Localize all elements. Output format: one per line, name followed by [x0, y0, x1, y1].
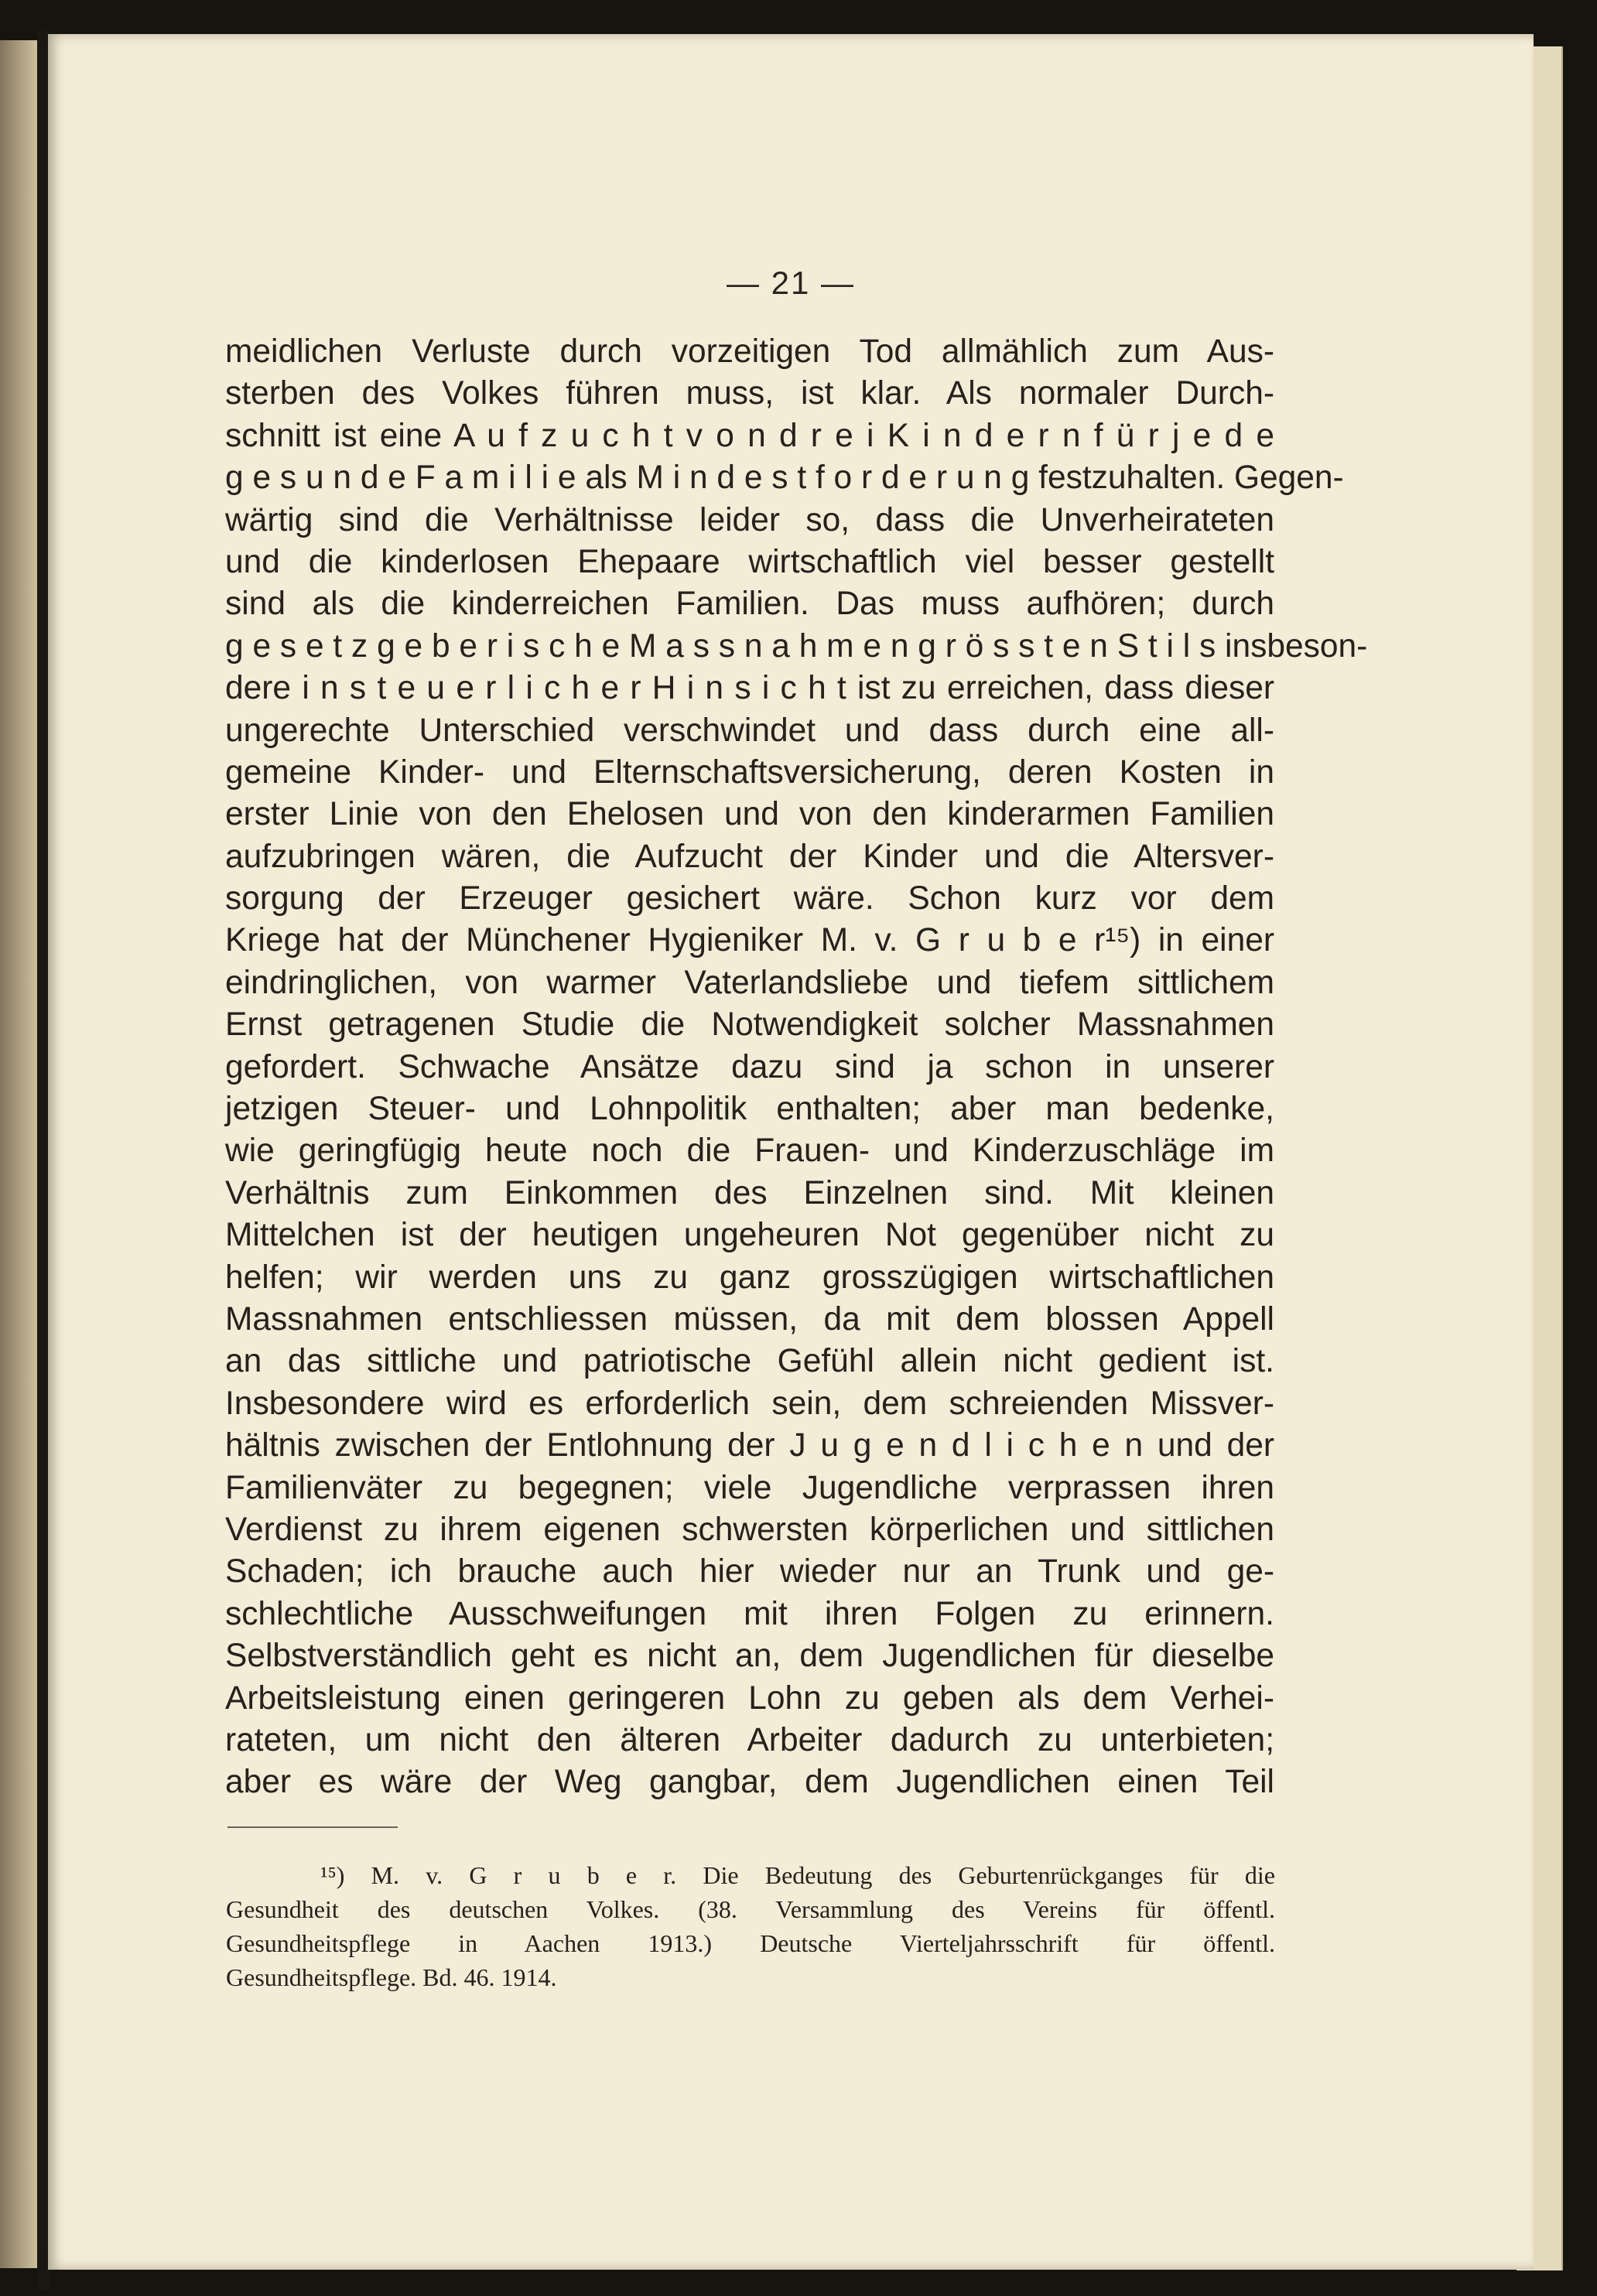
text-line: an das sittliche und patriotische Gefühl allein nicht gedient ist. [225, 1343, 1274, 1380]
text-line: Massnahmen entschliessen müssen, da mit dem blossen Appell [225, 1300, 1274, 1338]
page-number: — 21 — [726, 265, 856, 301]
text-line: wie geringfügig heute noch die Frauen- und Kinderzuschläge im [225, 1133, 1274, 1170]
text-line: Arbeitsleistung einen geringeren Lohn zu geben als dem Verhei- [225, 1679, 1274, 1717]
footnote-line: Gesundheit des deutschen Volkes. (38. Versammlung des Vereins für öffentl. [226, 1895, 1275, 1923]
text-line: sterben des Volkes führen muss, ist klar. Als normaler Durch- [225, 375, 1274, 412]
text-line: dere i n s t e u e r l i c h e r H i n s i c h t ist zu erreichen, dass dieser [225, 670, 1274, 707]
body-text [225, 331, 1368, 1804]
text-line: Familienväter zu begegnen; viele Jugendliche verprassen ihren [225, 1469, 1274, 1506]
text-line: aufzubringen wären, die Aufzucht der Kinder und die Altersver- [225, 838, 1274, 875]
text-line: wärtig sind die Verhältnisse leider so, dass die Unverheirateten [225, 501, 1274, 538]
text-line: g e s e t z g e b e r i s c h e M a s s n a h m e n g r ö s s t e n S t i l s insbeson- [225, 627, 1368, 665]
text-line: meidlichen Verluste durch vorzeitigen Tod allmählich zum Aus- [225, 333, 1274, 370]
text-line: schnitt ist eine A u f z u c h t v o n d r e i K i n d e r n f ü r j e d e [225, 417, 1274, 454]
text-line: gemeine Kinder- und Elternschaftsversicherung, deren Kosten in [225, 753, 1274, 791]
text-line: Verdienst zu ihrem eigenen schwersten körperlichen und sittlichen [225, 1511, 1274, 1548]
text-line: und die kinderlosen Ehepaare wirtschaftlich viel besser gestellt [225, 543, 1274, 580]
text-line: g e s u n d e F a m i l i e als M i n d e s t f o r d e r u n g festzuhalten. Gegen- [225, 460, 1344, 497]
book-page [48, 34, 1534, 2270]
facing-page-edge [0, 40, 39, 2268]
text-line: eindringlichen, von warmer Vaterlandsliebe und tiefem sittlichem [225, 964, 1274, 1001]
text-line: erster Linie von den Ehelosen und von den kinderarmen Familien [225, 796, 1274, 833]
text-line: gefordert. Schwache Ansätze dazu sind ja schon in unserer [225, 1048, 1274, 1085]
text-line: Ernst getragenen Studie die Notwendigkeit solcher Massnahmen [225, 1006, 1274, 1044]
text-line: sind als die kinderreichen Familien. Das muss aufhören; durch [225, 586, 1274, 623]
text-line: helfen; wir werden uns zu ganz grosszügigen wirtschaftlichen [225, 1259, 1274, 1296]
text-line: schlechtliche Ausschweifungen mit ihren Folgen zu erinnern. [225, 1595, 1274, 1632]
footnote [226, 1858, 1275, 1994]
page-edge-stack [1529, 46, 1563, 2270]
text-line: ungerechte Unterschied verschwindet und dass durch eine all- [225, 712, 1274, 749]
text-line: jetzigen Steuer- und Lohnpolitik enthalten; aber man bedenke, [225, 1091, 1274, 1128]
footnote-line: Gesundheitspflege. Bd. 46. 1914. [226, 1963, 557, 1991]
text-line: hältnis zwischen der Entlohnung der J u g e n d l i c h e n und der [225, 1427, 1274, 1464]
text-line: Insbesondere wird es erforderlich sein, dem schreienden Missver- [225, 1385, 1274, 1422]
text-line: rateten, um nicht den älteren Arbeiter dadurch zu unterbieten; [225, 1721, 1274, 1758]
footnote-line: ¹⁵) M. v. G r u b e r. Die Bedeutung des Geburtenrückganges für die [320, 1861, 1275, 1889]
text-line: Kriege hat der Münchener Hygieniker M. v. G r u b e r¹⁵) in einer [225, 922, 1274, 959]
text-line: Schaden; ich brauche auch hier wieder nur an Trunk und ge- [225, 1553, 1274, 1590]
text-line: Selbstverständlich geht es nicht an, dem Jugendlichen für dieselbe [225, 1638, 1274, 1675]
text-line: Mittelchen ist der heutigen ungeheuren Not gegenüber nicht zu [225, 1217, 1274, 1254]
text-line: aber es wäre der Weg gangbar, dem Jugendlichen einen Teil [225, 1764, 1274, 1801]
text-line: Verhältnis zum Einkommen des Einzelnen sind. Mit kleinen [225, 1174, 1274, 1211]
text-line: sorgung der Erzeuger gesichert wäre. Schon kurz vor dem [225, 880, 1274, 917]
footnote-separator [227, 1826, 398, 1828]
footnote-line: Gesundheitspflege in Aachen 1913.) Deutsche Vierteljahrsschrift für öffentl. [226, 1929, 1275, 1957]
